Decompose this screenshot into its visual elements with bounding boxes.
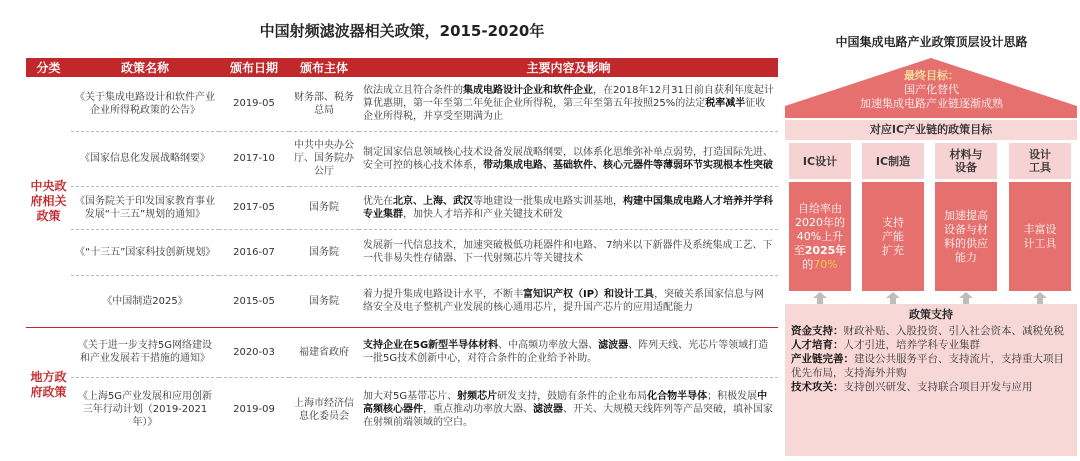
policy-content: 着力提升集成电路设计水平，不断丰富知识产权（IP）和设计工具，突破关系国家信息与网络安全及电子整机产业发展的核心通用芯片，提升国产芯片的应用适配能力 bbox=[359, 275, 778, 327]
policy-date: 2019-09 bbox=[233, 404, 275, 416]
pillar-heading: 材料与设备 bbox=[935, 143, 997, 179]
support-text: 财政补贴、入股投资、引入社会资本、减税免税 bbox=[843, 325, 1064, 337]
pillar-body: 加速提高设备与材料的供应能力 bbox=[935, 182, 997, 291]
policy-support-base bbox=[785, 304, 1077, 456]
diagram-title: 中国集成电路产业政策顶层设计思路 bbox=[835, 35, 1028, 49]
support-label: 技术攻关： bbox=[791, 381, 844, 393]
policy-date: 2016-07 bbox=[219, 229, 289, 275]
pillar-ic-design bbox=[789, 143, 851, 291]
policy-issuer: 国务院 bbox=[289, 186, 359, 229]
policy-goal-beam: 对应IC产业链的政策目标 bbox=[785, 120, 1077, 140]
category-central: 中央政府相关政策 bbox=[26, 77, 71, 327]
pillar-heading: IC设计 bbox=[789, 143, 851, 179]
header-policy-name: 政策名称 bbox=[71, 58, 219, 77]
pillar-body bbox=[789, 182, 851, 291]
roof-goal-line1: 国产化替代 bbox=[904, 83, 959, 96]
pillar-body-year: 2025年 bbox=[804, 243, 847, 257]
policy-name: 《中国制造2025》 bbox=[71, 275, 219, 327]
base-title: 政策支持 bbox=[909, 308, 953, 321]
roof-goal-label: 最终目标： bbox=[904, 69, 959, 82]
support-label: 资金支持： bbox=[791, 325, 844, 337]
policy-table-section bbox=[26, 0, 778, 461]
top-level-design-diagram bbox=[783, 0, 1080, 461]
pillar-body: 丰富设计工具 bbox=[1009, 182, 1071, 291]
table-row bbox=[26, 327, 778, 377]
policy-content: 加大对5G基带芯片、射频芯片研发支持，鼓励有条件的企业布局化合物半导体；积极发展中高频核心器件，重点推动功率放大器、滤波器、开关、大规模天线阵列等产品突破，填补国家在射频前端领域的空白。 bbox=[363, 391, 773, 429]
table-header-row bbox=[26, 58, 778, 77]
support-text: 人才引进，培养学科专业集群 bbox=[843, 339, 980, 351]
table-row bbox=[26, 77, 778, 131]
header-content: 主要内容及影响 bbox=[359, 58, 778, 77]
pillar-materials-equipment bbox=[935, 143, 997, 291]
policy-date: 2015-05 bbox=[219, 275, 289, 327]
support-item-industry-chain bbox=[791, 352, 1071, 380]
policy-name: 《国务院关于印发国家教育事业发展“十三五”规划的通知》 bbox=[71, 186, 219, 229]
policy-issuer: 上海市经济信息化委员会 bbox=[294, 397, 354, 422]
policy-issuer: 国务院 bbox=[289, 275, 359, 327]
table-row bbox=[26, 377, 778, 442]
support-text: 支持创兴研发、支持联合项目开发与应用 bbox=[843, 381, 1033, 393]
policy-name: 《国家信息化发展战略纲要》 bbox=[71, 131, 219, 186]
support-item-tech bbox=[791, 380, 1071, 394]
policy-date: 2017-10 bbox=[219, 131, 289, 186]
pillar-heading: IC制造 bbox=[862, 143, 924, 179]
pillar-ic-manufacturing bbox=[862, 143, 924, 291]
table-title: 中国射频滤波器相关政策，2015-2020年 bbox=[259, 22, 545, 40]
support-label: 人才培育： bbox=[791, 339, 844, 351]
support-item-funding bbox=[791, 324, 1071, 338]
policy-issuer: 国务院 bbox=[289, 229, 359, 275]
policy-name: 《上海5G产业发展和应用创新三年行动计划（2019-2021年）》 bbox=[77, 391, 213, 429]
table-row bbox=[26, 229, 778, 275]
header-issuer: 颁布主体 bbox=[289, 58, 359, 77]
category-local: 地方政府政策 bbox=[30, 369, 67, 399]
pillar-design-tools bbox=[1009, 143, 1071, 291]
policy-date: 2019-05 bbox=[219, 77, 289, 131]
policy-date: 2017-05 bbox=[219, 186, 289, 229]
up-arrow-icon bbox=[1033, 292, 1047, 304]
roof-goal-line2: 加速集成电路产业链逐渐成熟 bbox=[860, 97, 1003, 110]
policy-name: 《关于进一步支持5G网络建设和产业发展若干措施的通知》 bbox=[71, 327, 219, 377]
table-row bbox=[26, 131, 778, 186]
policy-content: 优先在北京、上海、武汉等地建设一批集成电路实训基地，构建中国集成电路人才培养并学科专业集群，加快人才培养和产业关键技术研发 bbox=[359, 186, 778, 229]
header-category: 分类 bbox=[26, 58, 71, 77]
policy-table bbox=[26, 58, 778, 442]
table-row bbox=[26, 186, 778, 229]
policy-name: 《关于集成电路设计和软件产业企业所得税政策的公告》 bbox=[71, 77, 219, 131]
pillar-heading: 设计工具 bbox=[1009, 143, 1071, 179]
policy-issuer: 福建省政府 bbox=[289, 327, 359, 377]
up-arrow-icon bbox=[813, 292, 827, 304]
pillar-body-text: 自给率由2020年的40%上升至 bbox=[793, 201, 845, 257]
policy-content: 发展新一代信息技术，加速突破极低功耗器件和电路、 7纳米以下新器件及系统集成工艺、下一代非易失性存储器、下一代射频芯片等关键技术 bbox=[359, 229, 778, 275]
policy-issuer: 中共中央办公厅、国务院办公厅 bbox=[289, 131, 359, 186]
up-arrow-icon bbox=[886, 292, 900, 304]
up-arrow-icon bbox=[959, 292, 973, 304]
policy-content: 制定国家信息领域核心技术设备发展战略纲要，以体系化思维弥补单点弱势，打造国际先进、安全可控的核心技术体系，带动集成电路、基础软件、核心元器件等薄弱环节实现根本性突破 bbox=[359, 131, 778, 186]
header-date: 颁布日期 bbox=[219, 58, 289, 77]
support-text: 建设公共服务平台、支持流片，支持重大项目优先布局，支持海外并购 bbox=[791, 353, 1064, 379]
pillar-body: 支持产能扩充 bbox=[862, 182, 924, 291]
support-label: 产业链完善： bbox=[791, 353, 854, 365]
table-row bbox=[26, 275, 778, 327]
pillar-body-text: 的 bbox=[802, 257, 814, 271]
policy-content: 依法成立且符合条件的集成电路设计企业和软件企业，在2018年12月31日前自获利年度起计算优惠期，第一年至第二年免征企业所得税，第三年至第五年按照25%的法定税率减半征收企业所得税，并享受至期满为止 bbox=[359, 77, 778, 131]
support-item-talent bbox=[791, 338, 1071, 352]
policy-name: 《“十三五”国家科技创新规划》 bbox=[71, 229, 219, 275]
policy-content: 支持企业在5G新型半导体材料、中高频功率放大器、滤波器、阵列天线、光芯片等领域打造一批5G技术创新中心，对符合条件的企业给予补助。 bbox=[359, 327, 778, 377]
policy-issuer: 财务部、税务总局 bbox=[289, 77, 359, 131]
policy-date: 2020-03 bbox=[219, 327, 289, 377]
pillar-highlight-value: 70% bbox=[813, 257, 838, 271]
